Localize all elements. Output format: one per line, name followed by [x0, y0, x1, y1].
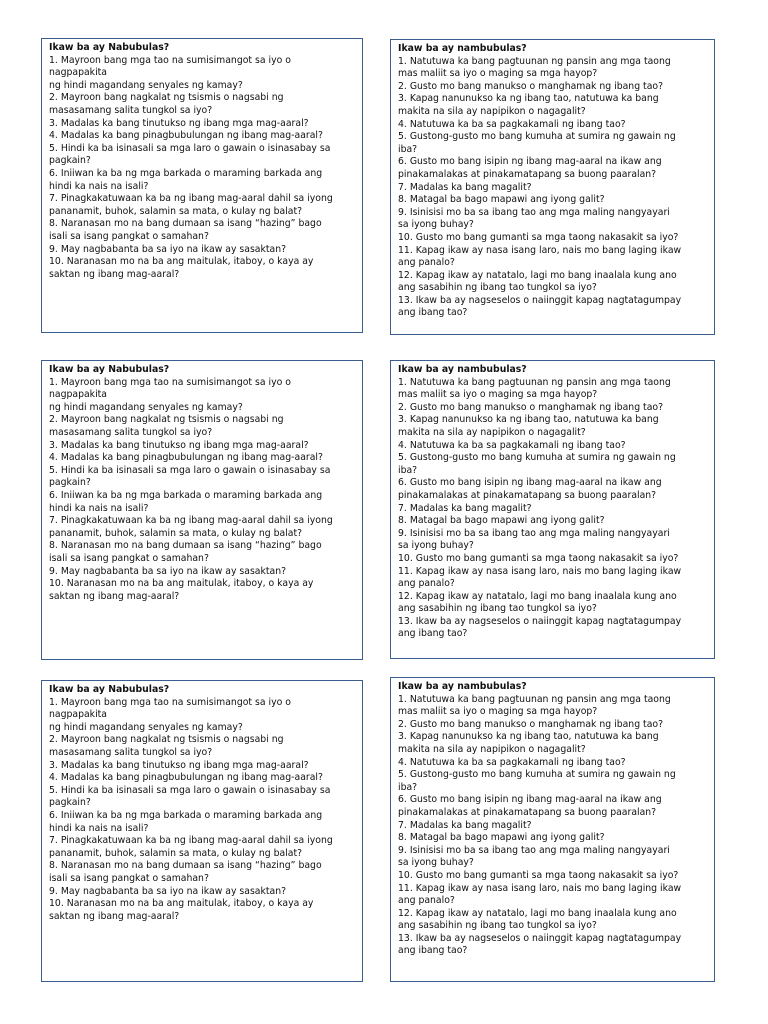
question-line: iba? [398, 781, 418, 793]
question-line: 9. May nagbabanta ba sa iyo na ikaw ay sasaktan? [49, 885, 287, 897]
question-line: ang ibang tao? [398, 307, 468, 319]
question-line: 5. Hindi ka ba isinasali sa mga laro o gawain o isinasabay sa [49, 142, 331, 154]
question-line: ng hindi magandang senyales ng kamay? [49, 79, 243, 91]
question-line: 9. Isinisisi mo ba sa ibang tao ang mga maling nangyayari [398, 206, 670, 218]
question-line: sa iyong buhay? [398, 857, 474, 869]
question-line: 5. Hindi ka ba isinasali sa mga laro o gawain o isinasabay sa [49, 784, 331, 796]
question-line: ang ibang tao? [398, 945, 468, 957]
question-line: pinakamalakas at pinakamatapang sa buong paaralan? [398, 806, 657, 818]
question-line: 10. Naranasan mo na ba ang maitulak, itaboy, o kaya ay [49, 578, 314, 590]
question-line: ang panalo? [398, 578, 455, 590]
question-line: 5. Gustong-gusto mo bang kumuha at sumira ng gawain ng [398, 452, 676, 464]
card-title: Ikaw ba ay Nabubulas? [49, 684, 170, 695]
question-line: 4. Natutuwa ka ba sa pagkakamali ng ibang tao? [398, 118, 626, 130]
question-line: 3. Madalas ka bang tinutukso ng ibang mga mag-aaral? [49, 759, 309, 771]
question-line: isali sa isang pangkat o samahan? [49, 230, 209, 242]
card-title: Ikaw ba ay nambubulas? [398, 43, 527, 54]
question-line: 6. Gusto mo bang isipin ng ibang mag-aaral na ikaw ang [398, 794, 662, 806]
question-line: 8. Matagal ba bago mapawi ang iyong galit? [398, 515, 605, 527]
question-line: 10. Naranasan mo na ba ang maitulak, itaboy, o kaya ay [49, 256, 314, 268]
questionnaire-card-nambubulas [390, 677, 715, 982]
question-line: 4. Natutuwa ka ba sa pagkakamali ng ibang tao? [398, 439, 626, 451]
question-line: 3. Madalas ka bang tinutukso ng ibang mga mag-aaral? [49, 117, 309, 129]
question-line: iba? [398, 464, 418, 476]
card-title: Ikaw ba ay nambubulas? [398, 364, 527, 375]
question-line: 4. Natutuwa ka ba sa pagkakamali ng ibang tao? [398, 756, 626, 768]
question-line: pananamit, buhok, salamin sa mata, o kulay ng balat? [49, 527, 303, 539]
question-line: 11. Kapag ikaw ay nasa isang laro, nais mo bang laging ikaw [398, 565, 682, 577]
question-line: hindi ka nais na isali? [49, 502, 149, 514]
question-line: 4. Madalas ka bang pinagbubulungan ng ibang mag-aaral? [49, 772, 323, 784]
question-line: 5. Hindi ka ba isinasali sa mga laro o gawain o isinasabay sa [49, 464, 331, 476]
question-line: ang sasabihin ng ibang tao tungkol sa iyo? [398, 920, 597, 932]
question-line: 2. Gusto mo bang manukso o manghamak ng ibang tao? [398, 80, 664, 92]
question-line: 10. Gusto mo bang gumanti sa mga taong nakasakit sa iyo? [398, 552, 679, 564]
question-line: nagpapakita [49, 389, 107, 401]
question-line: pananamit, buhok, salamin sa mata, o kulay ng balat? [49, 847, 303, 859]
question-line: 8. Matagal ba bago mapawi ang iyong galit? [398, 194, 605, 206]
question-line: 5. Gustong-gusto mo bang kumuha at sumira ng gawain ng [398, 769, 676, 781]
question-line: 4. Madalas ka bang pinagbubulungan ng ibang mag-aaral? [49, 452, 323, 464]
question-line: sa iyong buhay? [398, 540, 474, 552]
question-line: 8. Naranasan mo na bang dumaan sa isang “hazing” bago [49, 860, 322, 872]
question-line: 7. Madalas ka bang magalit? [398, 502, 532, 514]
question-line: 1. Natutuwa ka bang pagtuunan ng pansin ang mga taong [398, 376, 671, 388]
question-line: 11. Kapag ikaw ay nasa isang laro, nais mo bang laging ikaw [398, 244, 682, 256]
question-line: 1. Natutuwa ka bang pagtuunan ng pansin ang mga taong [398, 693, 671, 705]
card-title: Ikaw ba ay Nabubulas? [49, 364, 170, 375]
question-line: 11. Kapag ikaw ay nasa isang laro, nais mo bang laging ikaw [398, 882, 682, 894]
question-line: isali sa isang pangkat o samahan? [49, 872, 209, 884]
question-line: iba? [398, 143, 418, 155]
question-line: 10. Gusto mo bang gumanti sa mga taong nakasakit sa iyo? [398, 869, 679, 881]
question-line: 9. Isinisisi mo ba sa ibang tao ang mga maling nangyayari [398, 527, 670, 539]
question-line: 8. Naranasan mo na bang dumaan sa isang “hazing” bago [49, 540, 322, 552]
question-line: 10. Naranasan mo na ba ang maitulak, itaboy, o kaya ay [49, 898, 314, 910]
question-line: mas maliit sa iyo o maging sa mga hayop? [398, 389, 598, 401]
card-title: Ikaw ba ay Nabubulas? [49, 42, 170, 53]
question-line: 13. Ikaw ba ay nagseselos o naiinggit kapag nagtatagumpay [398, 294, 682, 306]
question-line: 3. Kapag nanunukso ka ng ibang tao, natutuwa ka bang [398, 414, 659, 426]
question-line: nagpapakita [49, 709, 107, 721]
questionnaire-card-nabubulas [41, 38, 363, 333]
question-line: masasamang salita tungkol sa iyo? [49, 746, 213, 758]
question-line: 9. May nagbabanta ba sa iyo na ikaw ay sasaktan? [49, 565, 287, 577]
question-line: saktan ng ibang mag-aaral? [49, 268, 180, 280]
question-line: nagpapakita [49, 67, 107, 79]
question-list [398, 694, 707, 958]
question-line: 12. Kapag ikaw ay natatalo, lagi mo bang inaalala kung ano [398, 907, 677, 919]
question-line: 1. Mayroon bang mga tao na sumisimangot sa iyo o [49, 54, 291, 66]
question-line: makita na sila ay napipikon o nagagalit? [398, 426, 586, 438]
question-line: 2. Mayroon bang nagkalat ng tsismis o nagsabi ng [49, 414, 284, 426]
question-line: makita na sila ay napipikon o nagagalit? [398, 743, 586, 755]
question-line: pinakamalakas at pinakamatapang sa buong paaralan? [398, 168, 657, 180]
question-line: 7. Pinagkakatuwaan ka ba ng ibang mag-aaral dahil sa iyong [49, 515, 333, 527]
question-line: 3. Kapag nanunukso ka ng ibang tao, natutuwa ka bang [398, 93, 659, 105]
question-line: hindi ka nais na isali? [49, 822, 149, 834]
question-line: mas maliit sa iyo o maging sa mga hayop? [398, 68, 598, 80]
question-line: ang sasabihin ng ibang tao tungkol sa iyo? [398, 603, 597, 615]
question-line: 2. Gusto mo bang manukso o manghamak ng ibang tao? [398, 718, 664, 730]
question-line: 4. Madalas ka bang pinagbubulungan ng ibang mag-aaral? [49, 130, 323, 142]
question-line: 1. Mayroon bang mga tao na sumisimangot sa iyo o [49, 696, 291, 708]
question-line: 3. Kapag nanunukso ka ng ibang tao, natutuwa ka bang [398, 731, 659, 743]
question-line: 9. Isinisisi mo ba sa ibang tao ang mga maling nangyayari [398, 844, 670, 856]
question-line: 7. Madalas ka bang magalit? [398, 181, 532, 193]
question-line: 10. Gusto mo bang gumanti sa mga taong nakasakit sa iyo? [398, 231, 679, 243]
question-list [49, 55, 355, 282]
question-line: 6. Iniiwan ka ba ng mga barkada o maraming barkada ang [49, 167, 323, 179]
question-line: 2. Mayroon bang nagkalat ng tsismis o nagsabi ng [49, 734, 284, 746]
question-line: ng hindi magandang senyales ng kamay? [49, 721, 243, 733]
question-line: saktan ng ibang mag-aaral? [49, 910, 180, 922]
question-line: 6. Iniiwan ka ba ng mga barkada o maraming barkada ang [49, 489, 323, 501]
question-line: saktan ng ibang mag-aaral? [49, 590, 180, 602]
question-line: 1. Mayroon bang mga tao na sumisimangot sa iyo o [49, 376, 291, 388]
question-line: ang panalo? [398, 257, 455, 269]
question-line: pagkain? [49, 477, 91, 489]
question-line: 5. Gustong-gusto mo bang kumuha at sumira ng gawain ng [398, 131, 676, 143]
question-line: 12. Kapag ikaw ay natatalo, lagi mo bang inaalala kung ano [398, 590, 677, 602]
question-line: 7. Pinagkakatuwaan ka ba ng ibang mag-aaral dahil sa iyong [49, 835, 333, 847]
question-line: mas maliit sa iyo o maging sa mga hayop? [398, 706, 598, 718]
questionnaire-card-nabubulas [41, 680, 363, 982]
question-line: 13. Ikaw ba ay nagseselos o naiinggit kapag nagtatagumpay [398, 932, 682, 944]
question-line: hindi ka nais na isali? [49, 180, 149, 192]
question-line: makita na sila ay napipikon o nagagalit? [398, 105, 586, 117]
question-line: ng hindi magandang senyales ng kamay? [49, 401, 243, 413]
question-line: 7. Pinagkakatuwaan ka ba ng ibang mag-aaral dahil sa iyong [49, 193, 333, 205]
question-line: 8. Naranasan mo na bang dumaan sa isang “hazing” bago [49, 218, 322, 230]
question-line: 2. Gusto mo bang manukso o manghamak ng ibang tao? [398, 401, 664, 413]
questionnaire-card-nabubulas [41, 360, 363, 660]
question-line: 1. Natutuwa ka bang pagtuunan ng pansin ang mga taong [398, 55, 671, 67]
question-line: isali sa isang pangkat o samahan? [49, 552, 209, 564]
question-list [49, 697, 355, 924]
question-line: 12. Kapag ikaw ay natatalo, lagi mo bang inaalala kung ano [398, 269, 677, 281]
question-line: masasamang salita tungkol sa iyo? [49, 426, 213, 438]
card-title: Ikaw ba ay nambubulas? [398, 681, 527, 692]
question-line: ang panalo? [398, 895, 455, 907]
question-line: 7. Madalas ka bang magalit? [398, 819, 532, 831]
question-line: pagkain? [49, 797, 91, 809]
question-line: ang ibang tao? [398, 628, 468, 640]
question-line: 2. Mayroon bang nagkalat ng tsismis o nagsabi ng [49, 92, 284, 104]
question-line: 8. Matagal ba bago mapawi ang iyong galit? [398, 832, 605, 844]
question-line: pagkain? [49, 155, 91, 167]
question-line: pananamit, buhok, salamin sa mata, o kulay ng balat? [49, 205, 303, 217]
question-list [398, 56, 707, 320]
questionnaire-card-nambubulas [390, 360, 715, 659]
questionnaire-card-nambubulas [390, 39, 715, 335]
question-line: pinakamalakas at pinakamatapang sa buong paaralan? [398, 489, 657, 501]
question-list [398, 377, 707, 641]
question-line: 6. Gusto mo bang isipin ng ibang mag-aaral na ikaw ang [398, 156, 662, 168]
question-line: sa iyong buhay? [398, 219, 474, 231]
question-line: 9. May nagbabanta ba sa iyo na ikaw ay sasaktan? [49, 243, 287, 255]
question-line: 13. Ikaw ba ay nagseselos o naiinggit kapag nagtatagumpay [398, 615, 682, 627]
question-line: 6. Gusto mo bang isipin ng ibang mag-aaral na ikaw ang [398, 477, 662, 489]
question-line: masasamang salita tungkol sa iyo? [49, 104, 213, 116]
question-line: 3. Madalas ka bang tinutukso ng ibang mga mag-aaral? [49, 439, 309, 451]
question-line: ang sasabihin ng ibang tao tungkol sa iyo? [398, 282, 597, 294]
question-line: 6. Iniiwan ka ba ng mga barkada o maraming barkada ang [49, 809, 323, 821]
question-list [49, 377, 355, 604]
